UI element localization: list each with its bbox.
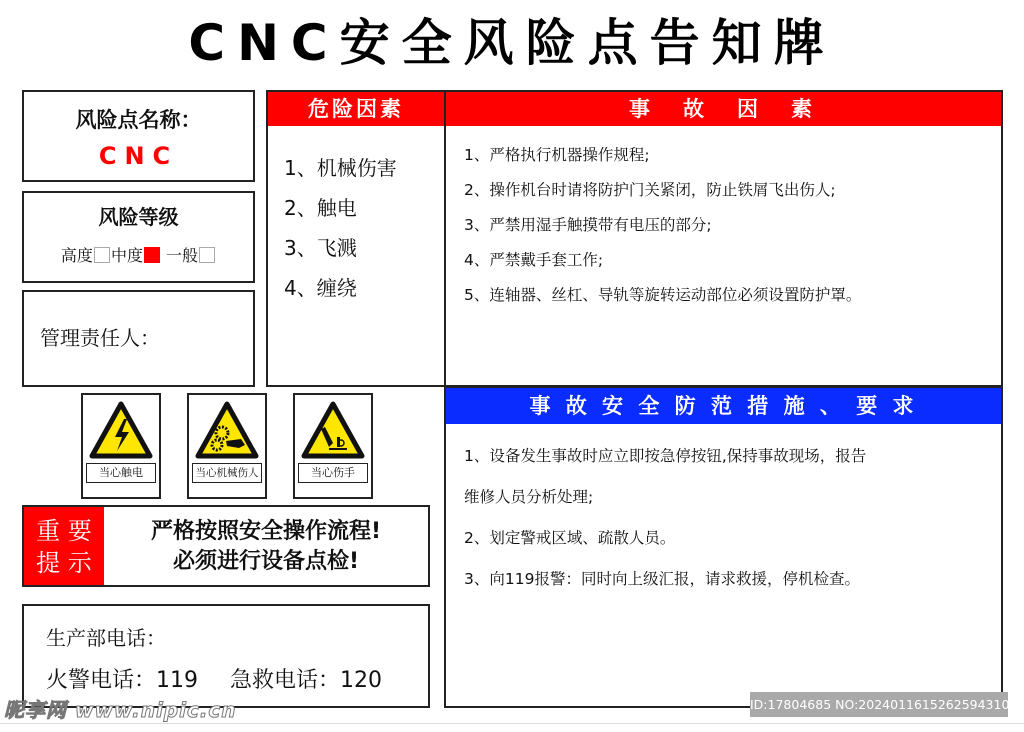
electric-shock-icon	[89, 401, 153, 459]
important-notice-text: 严格按照安全操作流程! 必须进行设备点检!	[150, 519, 382, 574]
risk-level-normal: 一般	[166, 246, 216, 265]
warning-sign-machinery	[187, 393, 267, 499]
accident-factor-item: 5、连轴器、丝杠、导轨等旋转运动部位必须设置防护罩。	[464, 286, 862, 304]
accident-factor-item: 1、严格执行机器操作规程;	[464, 146, 650, 164]
hazards-box	[266, 90, 446, 387]
fire-phone: 火警电话：119	[46, 668, 198, 693]
production-phone-label: 生产部电话：	[46, 626, 166, 650]
hazard-item: 2、触电	[284, 196, 357, 220]
warning-sign-electric	[81, 393, 161, 499]
image-id-tag: ID:17804685 NO:20240116152625943108	[750, 692, 1008, 717]
watermark: 昵享网 www.nipic.cn	[4, 698, 237, 722]
hazards-header: 危险因素	[268, 92, 444, 126]
risk-point-value: CNC	[98, 142, 179, 170]
responsible-box	[22, 290, 255, 387]
checkbox-high[interactable]	[94, 247, 110, 263]
measure-item: 维修人员分析处理;	[464, 488, 594, 506]
contacts-box	[22, 604, 430, 708]
ambulance-phone: 急救电话：120	[230, 668, 382, 693]
warning-sign-label: 当心触电	[86, 463, 156, 483]
hand-cut-icon	[301, 401, 365, 459]
measures-header: 事 故 安 全 防 范 措 施 、 要 求	[446, 388, 1001, 424]
accident-factors-box	[444, 90, 1003, 387]
warning-sign-label: 当心机械伤人	[192, 463, 262, 483]
hazards-list	[268, 126, 444, 308]
measures-list	[446, 424, 1001, 600]
accident-factor-item: 3、严禁用湿手触摸带有电压的部分;	[464, 216, 712, 234]
important-notice-box	[22, 505, 430, 587]
emergency-phones	[46, 663, 428, 694]
measure-item: 3、向119报警：同时向上级汇报，请求救援，停机检查。	[464, 570, 860, 588]
accident-factor-item: 2、操作机台时请将防护门关紧闭，防止铁屑飞出伤人;	[464, 181, 836, 199]
checkbox-normal[interactable]	[199, 247, 215, 263]
accident-factor-item: 4、严禁戴手套工作;	[464, 251, 604, 269]
accident-factors-list	[446, 126, 1001, 313]
bottom-divider	[0, 723, 1024, 724]
responsible-label: 管理责任人：	[40, 326, 160, 350]
accident-factors-header: 事 故 因 素	[446, 92, 1001, 126]
checkbox-medium[interactable]	[144, 247, 160, 263]
warning-sign-label: 当心伤手	[298, 463, 368, 483]
risk-point-label: 风险点名称：	[75, 108, 202, 132]
warning-sign-hand	[293, 393, 373, 499]
risk-point-box	[22, 90, 255, 182]
risk-level-options	[24, 243, 253, 266]
measure-item: 2、划定警戒区域、疏散人员。	[464, 529, 676, 547]
measures-box	[444, 386, 1003, 708]
risk-level-box	[22, 191, 255, 283]
important-notice-tag: 重 要 提 示	[24, 507, 104, 585]
hazard-item: 4、缠绕	[284, 276, 357, 300]
page-title: CNC安全风险点告知牌	[188, 14, 836, 72]
gear-hand-icon	[195, 401, 259, 459]
hazard-item: 1、机械伤害	[284, 156, 397, 180]
measure-item: 1、设备发生事故时应立即按急停按钮,保持事故现场，报告	[464, 447, 867, 465]
risk-level-medium: 中度	[111, 246, 161, 265]
risk-level-high: 高度	[61, 246, 111, 265]
hazard-item: 3、飞溅	[284, 236, 357, 260]
risk-level-label: 风险等级	[98, 205, 179, 229]
